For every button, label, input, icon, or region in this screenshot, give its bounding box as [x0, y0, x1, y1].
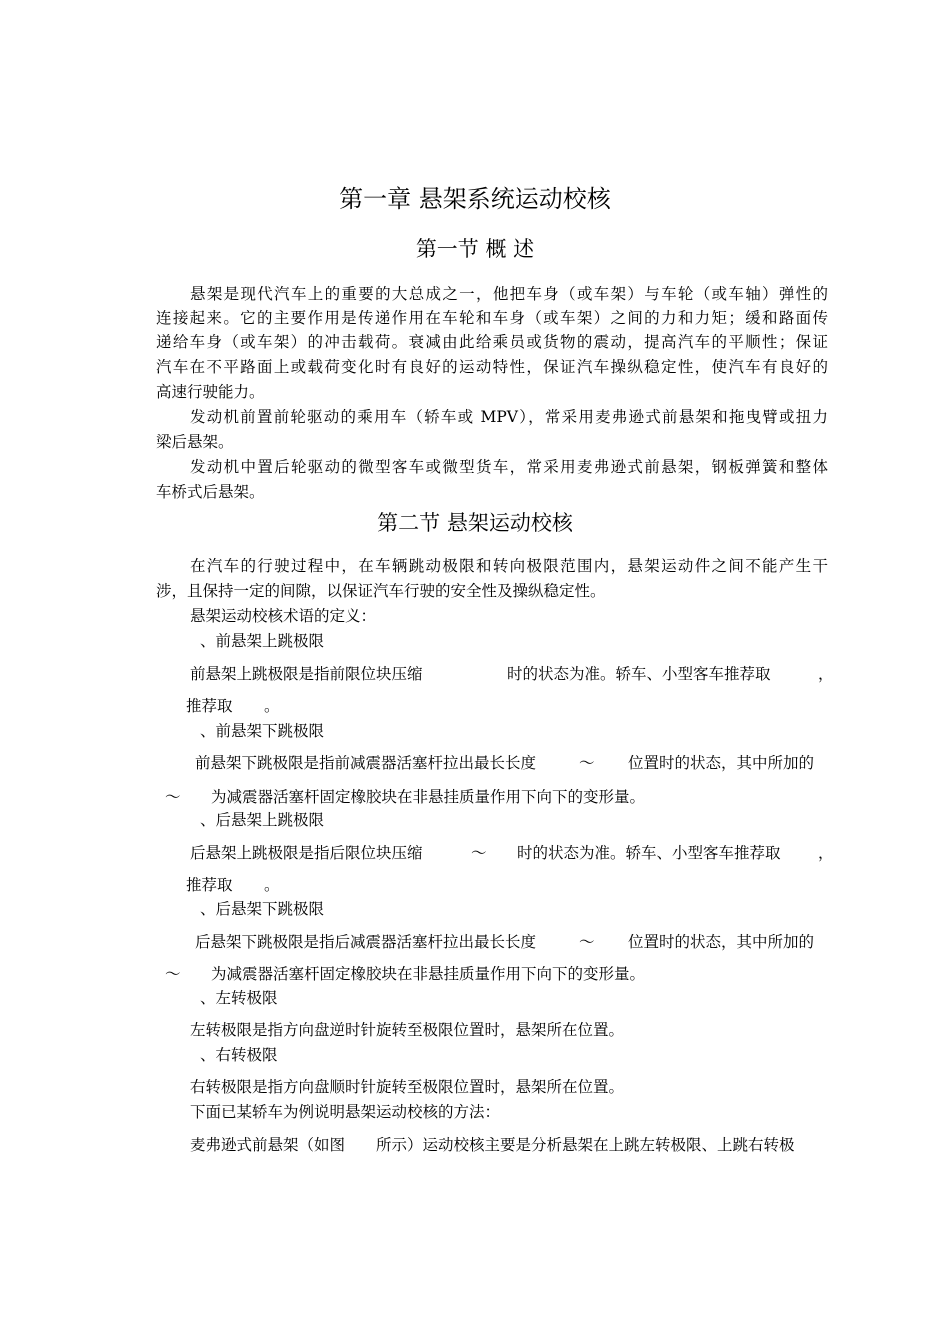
item3-text-c: 。 — [264, 876, 280, 894]
last-line-a2: 所示）运动校核主要是分析悬架在上跳左转极限、上跳右转极 — [376, 1136, 795, 1154]
item2-heading: 、前悬架下跳极限 — [200, 722, 325, 740]
item4-text-b2: 为减震器活塞杆固定橡胶块在非悬挂质量作用下向下的变形量。 — [211, 965, 646, 983]
item2-text-b1: ～ — [165, 788, 181, 806]
item1-text-c: 。 — [264, 697, 280, 715]
section2-intro-line: 涉，且保持一定的间隙，以保证汽车行驶的安全性及操纵稳定性。 — [156, 582, 606, 600]
section1-line: 发动机中置后轮驱动的微型客车或微型货车，常采用麦弗逊式前悬架，钢板弹簧和整体 — [190, 458, 828, 476]
item1-text-a2: 时的状态为准。轿车、小型客车推荐取 — [507, 665, 771, 683]
item4-tilde: ～ — [579, 933, 595, 951]
item1-text-b: 推荐取 — [186, 697, 233, 715]
section1-line: 悬架是现代汽车上的重要的大总成之一，他把车身（或车架）与车轮（或车轴）弹性的 — [190, 285, 828, 303]
item4-text-a1: 后悬架下跳极限是指后减震器活塞杆拉出最长长度 — [195, 933, 537, 951]
item1-text-a3: ， — [818, 665, 834, 683]
item1-text-a1: 前悬架上跳极限是指前限位块压缩 — [190, 665, 423, 683]
item6-text: 右转极限是指方向盘顺时针旋转至极限位置时，悬架所在位置。 — [190, 1078, 625, 1096]
item5-heading: 、左转极限 — [200, 989, 278, 1007]
item2-text-a1: 前悬架下跳极限是指前减震器活塞杆拉出最长长度 — [195, 754, 537, 772]
chapter-title: 第一章 悬架系统运动校核 — [339, 185, 611, 213]
section1-line: 递给车身（或车架）的冲击载荷。衰减由此给乘员或货物的震动，提高汽车的平顺性；保证 — [156, 333, 828, 351]
item4-text-a2: 位置时的状态，其中所加的 — [628, 933, 815, 951]
item1-heading: 、前悬架上跳极限 — [200, 632, 325, 650]
item3-heading: 、后悬架上跳极限 — [200, 811, 325, 829]
section2-title: 第二节 悬架运动校核 — [377, 511, 573, 535]
item3-text-a2: 时的状态为准。轿车、小型客车推荐取 — [517, 844, 781, 862]
section1-title: 第一节 概 述 — [415, 237, 535, 261]
item6-heading: 、右转极限 — [200, 1046, 278, 1064]
section1-line: 梁后悬架。 — [156, 433, 234, 451]
item2-tilde: ～ — [579, 754, 595, 772]
item4-heading: 、后悬架下跳极限 — [200, 900, 325, 918]
example-line: 下面已某轿车为例说明悬架运动校核的方法： — [190, 1103, 501, 1121]
item2-text-a2: 位置时的状态，其中所加的 — [628, 754, 815, 772]
section1-line: 发动机前置前轮驱动的乘用车（轿车或 MPV），常采用麦弗逊式前悬架和拖曳臂或扭力 — [190, 408, 828, 426]
item3-text-a3: ， — [818, 844, 834, 862]
item5-text: 左转极限是指方向盘逆时针旋转至极限位置时，悬架所在位置。 — [190, 1021, 625, 1039]
section1-line: 汽车在不平路面上或载荷变化时有良好的运动特性，保证汽车操纵稳定性，使汽车有良好的 — [156, 358, 828, 376]
item3-tilde: ～ — [471, 844, 487, 862]
item4-text-b1: ～ — [165, 965, 181, 983]
item3-text-b: 推荐取 — [186, 876, 233, 894]
item2-text-b2: 为减震器活塞杆固定橡胶块在非悬挂质量作用下向下的变形量。 — [211, 788, 646, 806]
section1-line: 车桥式后悬架。 — [156, 483, 265, 501]
section2-intro-line: 在汽车的行驶过程中，在车辆跳动极限和转向极限范围内，悬架运动件之间不能产生干 — [190, 557, 828, 575]
last-line-a1: 麦弗逊式前悬架（如图 — [190, 1136, 346, 1154]
section1-line: 高速行驶能力。 — [156, 383, 265, 401]
section2-intro-line: 悬架运动校核术语的定义： — [190, 607, 377, 625]
section1-line: 连接起来。它的主要作用是传递作用在车轮和车身（或车架）之间的力和力矩；缓和路面传 — [156, 309, 828, 327]
item3-text-a1: 后悬架上跳极限是指后限位块压缩 — [190, 844, 423, 862]
